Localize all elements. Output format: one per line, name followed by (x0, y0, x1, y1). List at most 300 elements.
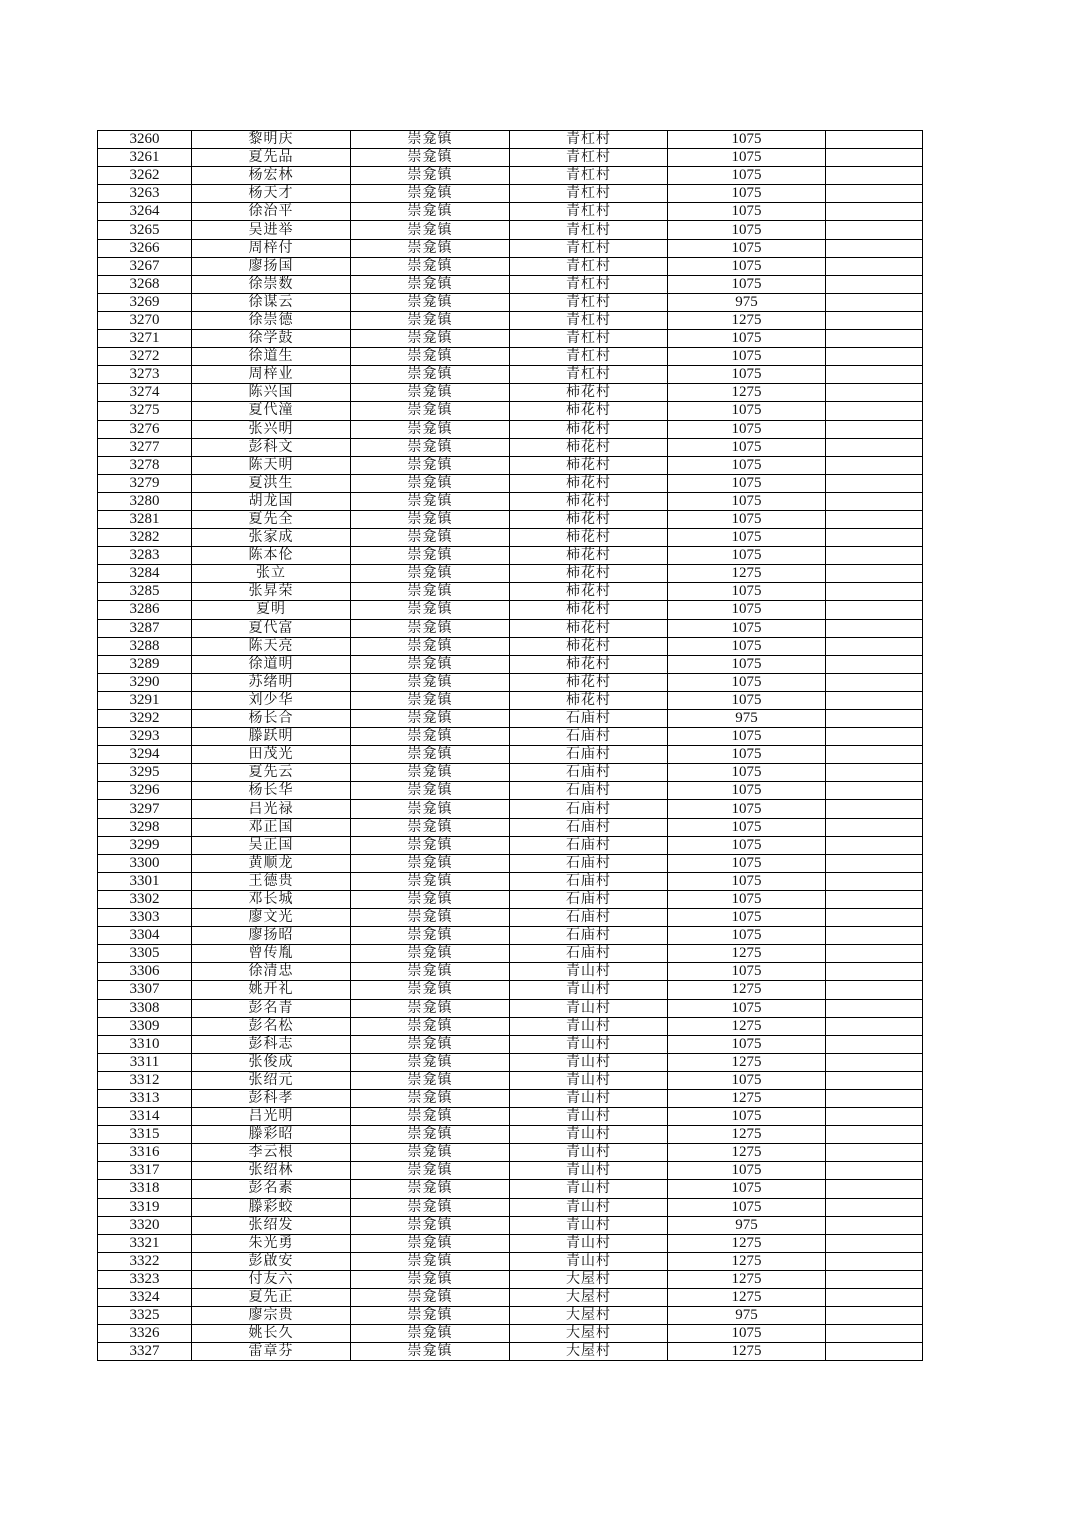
row-number-cell: 3274 (98, 384, 192, 402)
remark-cell (826, 710, 923, 728)
amount-cell: 1075 (668, 510, 826, 528)
table-row (98, 1180, 923, 1198)
remark-cell (826, 1071, 923, 1089)
table-row (98, 782, 923, 800)
table-row (98, 293, 923, 311)
remark-cell (826, 782, 923, 800)
village-cell: 青山村 (510, 1089, 668, 1107)
table-row (98, 800, 923, 818)
remark-cell (826, 565, 923, 583)
town-cell: 崇龛镇 (351, 492, 510, 510)
town-cell: 崇龛镇 (351, 1144, 510, 1162)
remark-cell (826, 1216, 923, 1234)
remark-cell (826, 402, 923, 420)
name-cell: 夏先正 (192, 1289, 351, 1307)
name-cell: 夏先全 (192, 510, 351, 528)
village-cell: 柿花村 (510, 619, 668, 637)
remark-cell (826, 619, 923, 637)
amount-cell: 1075 (668, 474, 826, 492)
row-number-cell: 3285 (98, 583, 192, 601)
village-cell: 柿花村 (510, 673, 668, 691)
row-number-cell: 3279 (98, 474, 192, 492)
name-cell: 邓正国 (192, 818, 351, 836)
village-cell: 青山村 (510, 963, 668, 981)
row-number-cell: 3262 (98, 167, 192, 185)
amount-cell: 1075 (668, 239, 826, 257)
table-row (98, 510, 923, 528)
village-cell: 青山村 (510, 1017, 668, 1035)
remark-cell (826, 203, 923, 221)
town-cell: 崇龛镇 (351, 1270, 510, 1288)
table-row (98, 673, 923, 691)
name-cell: 彭科文 (192, 438, 351, 456)
remark-cell (826, 764, 923, 782)
village-cell: 石庙村 (510, 890, 668, 908)
row-number-cell: 3305 (98, 945, 192, 963)
name-cell: 徐治平 (192, 203, 351, 221)
remark-cell (826, 1198, 923, 1216)
amount-cell: 1075 (668, 854, 826, 872)
town-cell: 崇龛镇 (351, 474, 510, 492)
amount-cell: 1075 (668, 1180, 826, 1198)
village-cell: 柿花村 (510, 510, 668, 528)
remark-cell (826, 1289, 923, 1307)
row-number-cell: 3289 (98, 655, 192, 673)
amount-cell: 1275 (668, 565, 826, 583)
table-row (98, 1198, 923, 1216)
row-number-cell: 3284 (98, 565, 192, 583)
row-number-cell: 3261 (98, 149, 192, 167)
remark-cell (826, 963, 923, 981)
row-number-cell: 3307 (98, 981, 192, 999)
row-number-cell: 3324 (98, 1289, 192, 1307)
amount-cell: 1075 (668, 1108, 826, 1126)
town-cell: 崇龛镇 (351, 728, 510, 746)
village-cell: 石庙村 (510, 927, 668, 945)
row-number-cell: 3277 (98, 438, 192, 456)
town-cell: 崇龛镇 (351, 1216, 510, 1234)
village-cell: 青山村 (510, 981, 668, 999)
town-cell: 崇龛镇 (351, 221, 510, 239)
town-cell: 崇龛镇 (351, 836, 510, 854)
amount-cell: 1075 (668, 927, 826, 945)
table-row (98, 1126, 923, 1144)
amount-cell: 1075 (668, 800, 826, 818)
remark-cell (826, 673, 923, 691)
village-cell: 柿花村 (510, 565, 668, 583)
row-number-cell: 3260 (98, 131, 192, 149)
name-cell: 徐谋云 (192, 293, 351, 311)
town-cell: 崇龛镇 (351, 1053, 510, 1071)
amount-cell: 1075 (668, 1035, 826, 1053)
remark-cell (826, 1343, 923, 1361)
village-cell: 青杠村 (510, 239, 668, 257)
remark-cell (826, 293, 923, 311)
remark-cell (826, 1035, 923, 1053)
town-cell: 崇龛镇 (351, 402, 510, 420)
row-number-cell: 3297 (98, 800, 192, 818)
village-cell: 青山村 (510, 1071, 668, 1089)
village-cell: 石庙村 (510, 746, 668, 764)
town-cell: 崇龛镇 (351, 1289, 510, 1307)
remark-cell (826, 529, 923, 547)
row-number-cell: 3287 (98, 619, 192, 637)
remark-cell (826, 348, 923, 366)
row-number-cell: 3296 (98, 782, 192, 800)
table-row (98, 637, 923, 655)
town-cell: 崇龛镇 (351, 239, 510, 257)
table-row (98, 311, 923, 329)
row-number-cell: 3302 (98, 890, 192, 908)
table-row (98, 1252, 923, 1270)
town-cell: 崇龛镇 (351, 1035, 510, 1053)
village-cell: 青杠村 (510, 185, 668, 203)
village-cell: 石庙村 (510, 872, 668, 890)
amount-cell: 1275 (668, 1289, 826, 1307)
remark-cell (826, 890, 923, 908)
village-cell: 柿花村 (510, 492, 668, 510)
table-row (98, 963, 923, 981)
village-cell: 青杠村 (510, 275, 668, 293)
town-cell: 崇龛镇 (351, 1180, 510, 1198)
name-cell: 廖文光 (192, 909, 351, 927)
table-row (98, 1108, 923, 1126)
table-row (98, 438, 923, 456)
amount-cell: 975 (668, 1216, 826, 1234)
remark-cell (826, 746, 923, 764)
name-cell: 彭名素 (192, 1180, 351, 1198)
amount-cell: 1075 (668, 728, 826, 746)
name-cell: 彭名松 (192, 1017, 351, 1035)
name-cell: 杨宏林 (192, 167, 351, 185)
amount-cell: 1075 (668, 492, 826, 510)
amount-cell: 975 (668, 293, 826, 311)
table-row (98, 728, 923, 746)
remark-cell (826, 1270, 923, 1288)
remark-cell (826, 420, 923, 438)
row-number-cell: 3319 (98, 1198, 192, 1216)
remark-cell (826, 1108, 923, 1126)
town-cell: 崇龛镇 (351, 1162, 510, 1180)
name-cell: 陈兴国 (192, 384, 351, 402)
table-row (98, 420, 923, 438)
row-number-cell: 3327 (98, 1343, 192, 1361)
amount-cell: 1075 (668, 402, 826, 420)
amount-cell: 1075 (668, 673, 826, 691)
town-cell: 崇龛镇 (351, 999, 510, 1017)
amount-cell: 1075 (668, 547, 826, 565)
village-cell: 柿花村 (510, 547, 668, 565)
village-cell: 青山村 (510, 999, 668, 1017)
row-number-cell: 3314 (98, 1108, 192, 1126)
amount-cell: 1075 (668, 420, 826, 438)
town-cell: 崇龛镇 (351, 909, 510, 927)
village-cell: 青杠村 (510, 366, 668, 384)
row-number-cell: 3325 (98, 1307, 192, 1325)
row-number-cell: 3299 (98, 836, 192, 854)
name-cell: 彭科孝 (192, 1089, 351, 1107)
name-cell: 胡龙国 (192, 492, 351, 510)
village-cell: 柿花村 (510, 637, 668, 655)
row-number-cell: 3286 (98, 601, 192, 619)
table-row (98, 927, 923, 945)
row-number-cell: 3308 (98, 999, 192, 1017)
table-row (98, 474, 923, 492)
table-body (98, 131, 923, 1361)
amount-cell: 1275 (668, 1234, 826, 1252)
row-number-cell: 3265 (98, 221, 192, 239)
row-number-cell: 3269 (98, 293, 192, 311)
amount-cell: 1275 (668, 1270, 826, 1288)
row-number-cell: 3281 (98, 510, 192, 528)
amount-cell: 1275 (668, 1089, 826, 1107)
remark-cell (826, 981, 923, 999)
village-cell: 青杠村 (510, 203, 668, 221)
village-cell: 青山村 (510, 1035, 668, 1053)
village-cell: 青杠村 (510, 221, 668, 239)
village-cell: 石庙村 (510, 728, 668, 746)
town-cell: 崇龛镇 (351, 583, 510, 601)
town-cell: 崇龛镇 (351, 547, 510, 565)
village-cell: 柿花村 (510, 438, 668, 456)
row-number-cell: 3310 (98, 1035, 192, 1053)
village-cell: 大屋村 (510, 1325, 668, 1343)
table-row (98, 1307, 923, 1325)
row-number-cell: 3278 (98, 456, 192, 474)
remark-cell (826, 655, 923, 673)
name-cell: 廖扬昭 (192, 927, 351, 945)
table-row (98, 565, 923, 583)
table-row (98, 275, 923, 293)
name-cell: 滕跃明 (192, 728, 351, 746)
town-cell: 崇龛镇 (351, 420, 510, 438)
remark-cell (826, 474, 923, 492)
town-cell: 崇龛镇 (351, 293, 510, 311)
name-cell: 徐崇数 (192, 275, 351, 293)
name-cell: 张家成 (192, 529, 351, 547)
village-cell: 石庙村 (510, 782, 668, 800)
remark-cell (826, 818, 923, 836)
amount-cell: 1075 (668, 366, 826, 384)
amount-cell: 1075 (668, 149, 826, 167)
remark-cell (826, 311, 923, 329)
village-cell: 大屋村 (510, 1343, 668, 1361)
town-cell: 崇龛镇 (351, 1198, 510, 1216)
remark-cell (826, 1234, 923, 1252)
amount-cell: 1075 (668, 963, 826, 981)
row-number-cell: 3312 (98, 1071, 192, 1089)
village-cell: 青山村 (510, 1252, 668, 1270)
amount-cell: 1075 (668, 999, 826, 1017)
name-cell: 黄顺龙 (192, 854, 351, 872)
amount-cell: 1275 (668, 1053, 826, 1071)
remark-cell (826, 167, 923, 185)
name-cell: 周梓付 (192, 239, 351, 257)
name-cell: 徐清忠 (192, 963, 351, 981)
table-row (98, 890, 923, 908)
town-cell: 崇龛镇 (351, 131, 510, 149)
name-cell: 付友六 (192, 1270, 351, 1288)
town-cell: 崇龛镇 (351, 800, 510, 818)
table-row (98, 1343, 923, 1361)
remark-cell (826, 1017, 923, 1035)
village-cell: 柿花村 (510, 474, 668, 492)
town-cell: 崇龛镇 (351, 1325, 510, 1343)
name-cell: 王德贵 (192, 872, 351, 890)
row-number-cell: 3317 (98, 1162, 192, 1180)
remark-cell (826, 1325, 923, 1343)
name-cell: 张绍元 (192, 1071, 351, 1089)
village-cell: 青杠村 (510, 131, 668, 149)
row-number-cell: 3291 (98, 691, 192, 709)
row-number-cell: 3321 (98, 1234, 192, 1252)
table-row (98, 981, 923, 999)
row-number-cell: 3273 (98, 366, 192, 384)
name-cell: 彭啟安 (192, 1252, 351, 1270)
name-cell: 滕彩蛟 (192, 1198, 351, 1216)
table-row (98, 1216, 923, 1234)
table-row (98, 185, 923, 203)
amount-cell: 975 (668, 1307, 826, 1325)
row-number-cell: 3309 (98, 1017, 192, 1035)
table-row (98, 583, 923, 601)
remark-cell (826, 1144, 923, 1162)
name-cell: 廖扬国 (192, 257, 351, 275)
amount-cell: 1075 (668, 890, 826, 908)
remark-cell (826, 800, 923, 818)
remark-cell (826, 1126, 923, 1144)
amount-cell: 1075 (668, 1071, 826, 1089)
name-cell: 周梓业 (192, 366, 351, 384)
village-cell: 石庙村 (510, 909, 668, 927)
town-cell: 崇龛镇 (351, 1017, 510, 1035)
remark-cell (826, 601, 923, 619)
name-cell: 陈本伦 (192, 547, 351, 565)
name-cell: 夏代潼 (192, 402, 351, 420)
town-cell: 崇龛镇 (351, 348, 510, 366)
name-cell: 张昇荣 (192, 583, 351, 601)
name-cell: 彭科志 (192, 1035, 351, 1053)
row-number-cell: 3294 (98, 746, 192, 764)
row-number-cell: 3323 (98, 1270, 192, 1288)
town-cell: 崇龛镇 (351, 456, 510, 474)
name-cell: 朱光勇 (192, 1234, 351, 1252)
amount-cell: 1075 (668, 257, 826, 275)
table-row (98, 999, 923, 1017)
table-row (98, 691, 923, 709)
village-cell: 大屋村 (510, 1270, 668, 1288)
name-cell: 滕彩昭 (192, 1126, 351, 1144)
remark-cell (826, 728, 923, 746)
row-number-cell: 3326 (98, 1325, 192, 1343)
amount-cell: 1075 (668, 691, 826, 709)
amount-cell: 1075 (668, 818, 826, 836)
table-row (98, 330, 923, 348)
name-cell: 杨天才 (192, 185, 351, 203)
village-cell: 石庙村 (510, 710, 668, 728)
name-cell: 张绍林 (192, 1162, 351, 1180)
town-cell: 崇龛镇 (351, 565, 510, 583)
town-cell: 崇龛镇 (351, 529, 510, 547)
village-cell: 柿花村 (510, 456, 668, 474)
table-row (98, 818, 923, 836)
village-cell: 青杠村 (510, 330, 668, 348)
town-cell: 崇龛镇 (351, 203, 510, 221)
row-number-cell: 3290 (98, 673, 192, 691)
town-cell: 崇龛镇 (351, 330, 510, 348)
village-cell: 柿花村 (510, 420, 668, 438)
remark-cell (826, 492, 923, 510)
town-cell: 崇龛镇 (351, 311, 510, 329)
table-row (98, 1089, 923, 1107)
row-number-cell: 3282 (98, 529, 192, 547)
amount-cell: 1075 (668, 909, 826, 927)
row-number-cell: 3268 (98, 275, 192, 293)
name-cell: 雷章芬 (192, 1343, 351, 1361)
village-cell: 柿花村 (510, 529, 668, 547)
amount-cell: 1075 (668, 764, 826, 782)
remark-cell (826, 366, 923, 384)
name-cell: 张立 (192, 565, 351, 583)
remark-cell (826, 438, 923, 456)
town-cell: 崇龛镇 (351, 927, 510, 945)
table-row (98, 1270, 923, 1288)
row-number-cell: 3315 (98, 1126, 192, 1144)
town-cell: 崇龛镇 (351, 854, 510, 872)
town-cell: 崇龛镇 (351, 655, 510, 673)
row-number-cell: 3267 (98, 257, 192, 275)
village-cell: 青山村 (510, 1216, 668, 1234)
amount-cell: 1075 (668, 131, 826, 149)
town-cell: 崇龛镇 (351, 1071, 510, 1089)
town-cell: 崇龛镇 (351, 691, 510, 709)
village-cell: 青杠村 (510, 167, 668, 185)
name-cell: 曾传胤 (192, 945, 351, 963)
table-row (98, 131, 923, 149)
town-cell: 崇龛镇 (351, 1343, 510, 1361)
remark-cell (826, 384, 923, 402)
amount-cell: 1275 (668, 1126, 826, 1144)
row-number-cell: 3301 (98, 872, 192, 890)
amount-cell: 1075 (668, 583, 826, 601)
remark-cell (826, 456, 923, 474)
village-cell: 青杠村 (510, 311, 668, 329)
remark-cell (826, 185, 923, 203)
town-cell: 崇龛镇 (351, 764, 510, 782)
name-cell: 夏先云 (192, 764, 351, 782)
amount-cell: 1075 (668, 348, 826, 366)
table-row (98, 1325, 923, 1343)
town-cell: 崇龛镇 (351, 167, 510, 185)
amount-cell: 1075 (668, 836, 826, 854)
remark-cell (826, 1252, 923, 1270)
amount-cell: 1075 (668, 221, 826, 239)
town-cell: 崇龛镇 (351, 1089, 510, 1107)
table-row (98, 655, 923, 673)
remark-cell (826, 909, 923, 927)
table-row (98, 221, 923, 239)
amount-cell: 1275 (668, 384, 826, 402)
remark-cell (826, 239, 923, 257)
table-row (98, 872, 923, 890)
name-cell: 夏先品 (192, 149, 351, 167)
row-number-cell: 3271 (98, 330, 192, 348)
name-cell: 杨长合 (192, 710, 351, 728)
town-cell: 崇龛镇 (351, 601, 510, 619)
row-number-cell: 3283 (98, 547, 192, 565)
row-number-cell: 3320 (98, 1216, 192, 1234)
table-row (98, 601, 923, 619)
